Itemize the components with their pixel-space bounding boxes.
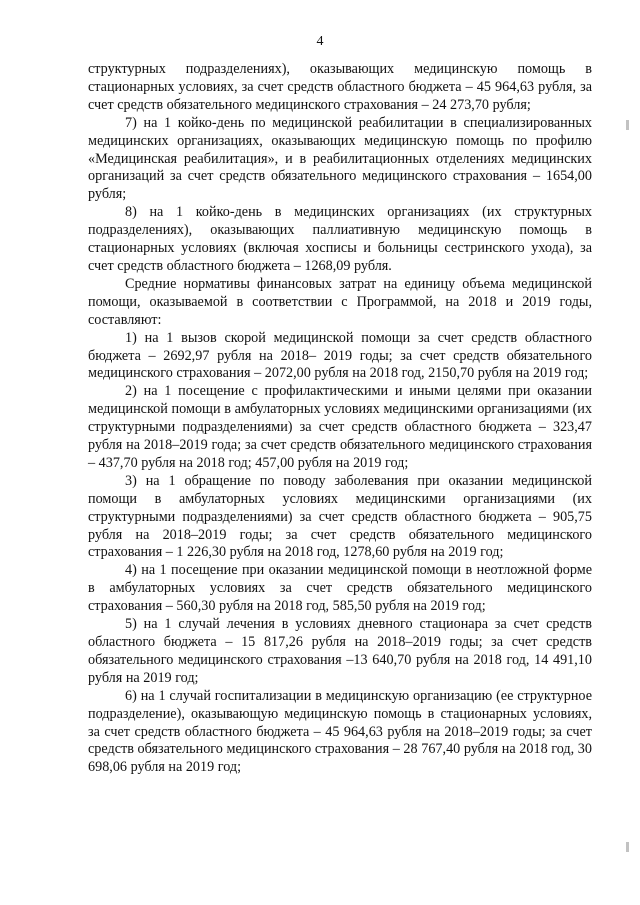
paragraph-continuation: структурных подразделениях), оказывающих медицинскую помощь в стационарных условиях, за счет средств областного бюджета – 45 964,63 рубля, за счет средств обязательного медицинского страхования – 24 273,70 рубля; [88,61,592,113]
paragraph-item-8: 8) на 1 койко-день в медицинских организациях (их структурных подразделениях), оказывающих паллиативную медицинскую помощь в стационарных условиях (включая хосписы и больницы сестринского ухода), за счет средств областного бюджета – 1268,09 рубля. [88,204,592,274]
paragraph-item-2: 2) на 1 посещение с профилактическими и иными целями при оказании медицинской помощи в амбулаторных условиях медицинскими организациями (их структурными подразделениями) за счет средств областного бюджета – 323,47 рубля на 2018–2019 года; за счет средств обязательного медицинского страхования – 437,70 рубля на 2018 год; 457,00 рубля на 2019 год; [88,383,592,471]
paragraph-item-3: 3) на 1 обращение по поводу заболевания при оказании медицинской помощи в амбулаторных условиях медицинскими организациями (их структурными подразделениями) за счет средств областного бюджета – 905,75 рубля на 2018–2019 годы; за счет средств обязательного медицинского страхования – 1 226,30 рубля на 2018 год, 1278,60 рубля на 2019 год; [88,472,592,561]
paragraph-item-6: 6) на 1 случай госпитализации в медицинскую организацию (ее структурное подразделение), оказывающую медицинскую помощь в стационарных условиях, за счет средств областного бюджета – 45 964,63 рубля на 2018–2019 годы; за счет средств обязательного медицинского страхования – 28 767,40 рубля на 2018 год, 30 698,06 рубля на 2019 год; [88,687,592,776]
paragraph-item-4: 4) на 1 посещение при оказании медицинской помощи в неотложной форме в амбулаторных условиях за счет средств обязательного медицинского страхования – 560,30 рубля на 2018 год, 585,50 рубля на 2019 год; [88,562,592,615]
paragraph-item-5: 5) на 1 случай лечения в условиях дневного стационара за счет средств областного бюджета – 15 817,26 рубля на 2018–2019 годы; за счет средств обязательного медицинского страхования –13 640,70 рубля на 2018 год, 14 491,10 рубля на 2019 год; [88,616,592,686]
scan-edge-mark [626,842,629,852]
paragraph-item-7: 7) на 1 койко-день по медицинской реабилитации в специализированных медицинских организациях, оказывающих медицинскую помощь по профилю «Медицинская реабилитация», и в реабилитационных отделениях медицинских организаций за счет средств обязательного медицинского страхования – 1654,00 рубля; [88,114,592,203]
paragraph-item-1: 1) на 1 вызов скорой медицинской помощи за счет средств областного бюджета – 2692,97 рубля на 2018– 2019 годы; за счет средств обязательного медицинского страхования – 2072,00 рубля на 2018 год, 2150,70 рубля на 2019 год; [88,329,592,382]
page-number: 4 [316,34,324,49]
document-body [88,61,592,777]
scan-edge-mark [626,120,629,130]
paragraph-intro-normatives: Средние нормативы финансовых затрат на единицу объема медицинской помощи, оказываемой в соответствии с Программой, на 2018 и 2019 годы, составляют: [88,275,592,328]
